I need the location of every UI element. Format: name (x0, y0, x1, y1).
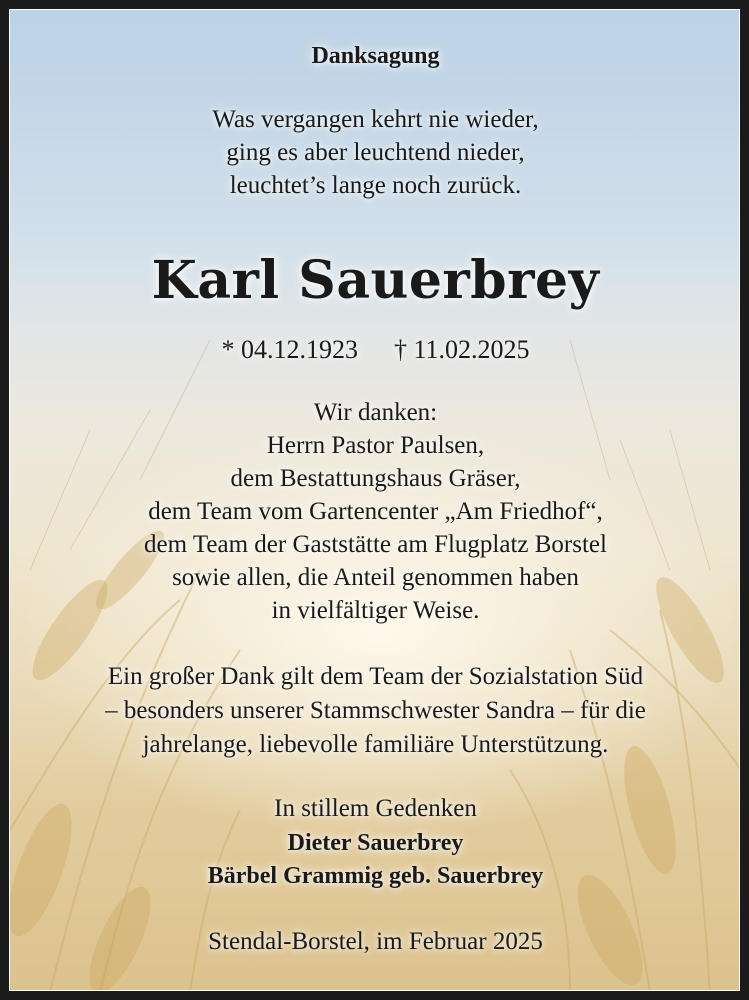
memorial-line: In stillem Gedenken (274, 795, 477, 822)
thanks-line: dem Team der Gaststätte am Flugplatz Borstel (144, 531, 607, 558)
signer-name: Dieter Sauerbrey (287, 830, 464, 856)
thanks-line: Herrn Pastor Paulsen, (266, 432, 485, 459)
birth-date: * 04.12.1923 (221, 335, 358, 364)
poem-line: ging es aber leuchtend nieder, (226, 139, 525, 166)
life-dates (10, 335, 740, 365)
obituary-text (10, 10, 740, 991)
thanks-line: sowie allen, die Anteil genommen haben (172, 564, 579, 591)
obituary-card (9, 9, 740, 991)
thanks-line: dem Team vom Gartencenter „Am Friedhof“, (148, 498, 603, 525)
special-thanks-line: Ein großer Dank gilt dem Team der Sozialstation Süd (107, 663, 644, 690)
poem-line: Was vergangen kehrt nie wieder, (212, 106, 539, 133)
death-date: † 11.02.2025 (393, 335, 530, 364)
thanks-line: dem Bestattungshaus Gräser, (230, 465, 521, 492)
special-thanks-line: – besonders unserer Stammschwester Sandra – für die (105, 697, 646, 724)
signer-name: Bärbel Grammig geb. Sauerbrey (207, 863, 544, 889)
special-thanks-line: jahrelange, liebevolle familiäre Unterstützung. (142, 731, 609, 758)
thanks-line: Wir danken: (313, 399, 438, 426)
place-and-date: Stendal-Borstel, im Februar 2025 (208, 928, 543, 955)
poem-line: leuchtet’s lange noch zurück. (229, 172, 522, 199)
heading: Danksagung (311, 43, 440, 69)
thanks-line: in vielfältiger Weise. (271, 597, 480, 624)
deceased-name: Karl Sauerbrey (151, 250, 600, 311)
